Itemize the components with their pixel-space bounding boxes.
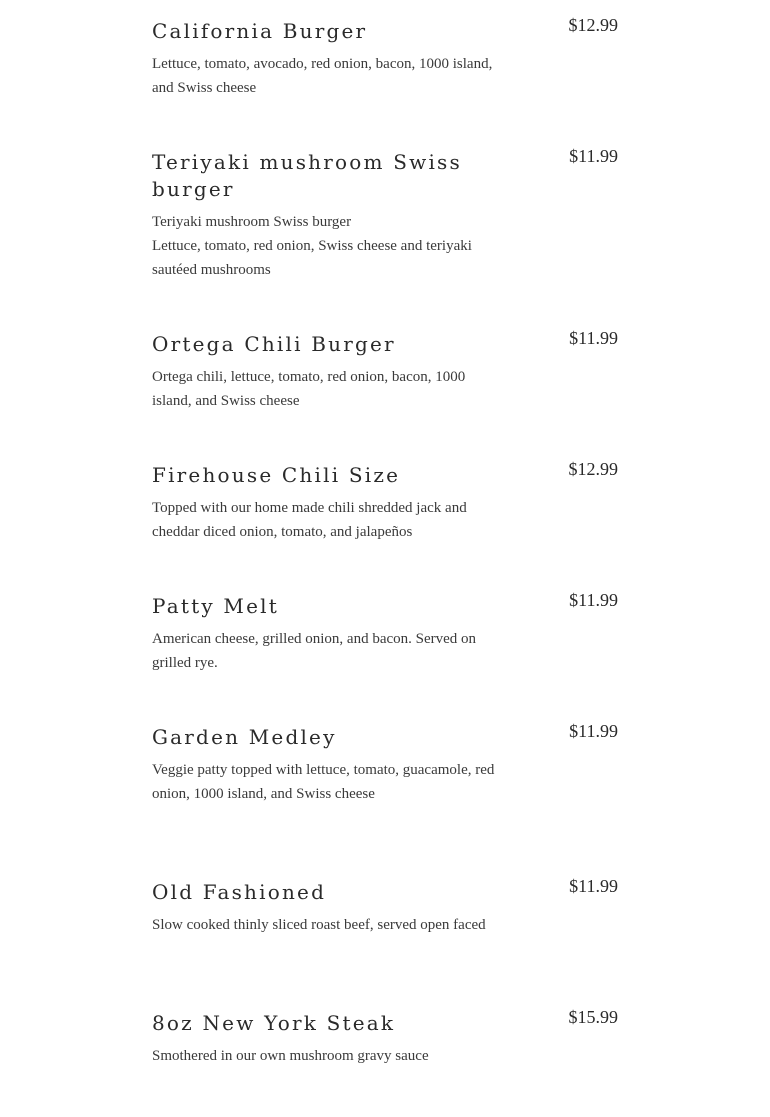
menu-item-description: Lettuce, tomato, avocado, red onion, bacon, 1000 island, and Swiss cheese (152, 56, 493, 96)
menu-item-price: $12.99 (568, 459, 618, 479)
menu-item-price: $12.99 (568, 15, 618, 35)
menu-item-price: $11.99 (569, 721, 618, 741)
menu-item-price: $11.99 (569, 590, 618, 610)
menu-item-name: 8oz New York Steak (152, 1011, 396, 1035)
menu-item-name: Garden Medley (152, 725, 337, 749)
menu-item-description: Slow cooked thinly sliced roast beef, served open faced (152, 917, 486, 933)
menu-item-description: Veggie patty topped with lettuce, tomato, guacamole, red onion, 1000 island, and Swiss cheese (152, 762, 495, 802)
menu-item-price: $11.99 (569, 876, 618, 896)
menu-item-name: Old Fashioned (152, 880, 327, 904)
menu-item-name: Firehouse Chili Size (152, 463, 401, 487)
menu-item-description: Topped with our home made chili shredded jack and cheddar diced onion, tomato, and jalapeños (152, 500, 467, 540)
menu-item-description: American cheese, grilled onion, and bacon. Served on grilled rye. (152, 631, 477, 671)
menu-item-description: Smothered in our own mushroom gravy sauce (152, 1048, 429, 1064)
menu-item-description: Teriyaki mushroom Swiss burger Lettuce, tomato, red onion, Swiss cheese and teriyaki sautéed mushrooms (152, 214, 472, 278)
menu-item-description: Ortega chili, lettuce, tomato, red onion, bacon, 1000 island, and Swiss cheese (152, 369, 466, 409)
menu-item-name: California Burger (152, 19, 368, 43)
menu-item-name: Teriyaki mushroom Swiss burger (152, 150, 462, 201)
menu-item-name: Ortega Chili Burger (152, 332, 396, 356)
menu-item-price: $15.99 (568, 1007, 618, 1027)
menu-item-price: $11.99 (569, 328, 618, 348)
menu-item-price: $11.99 (569, 146, 618, 166)
menu-item-name: Patty Melt (152, 594, 279, 618)
